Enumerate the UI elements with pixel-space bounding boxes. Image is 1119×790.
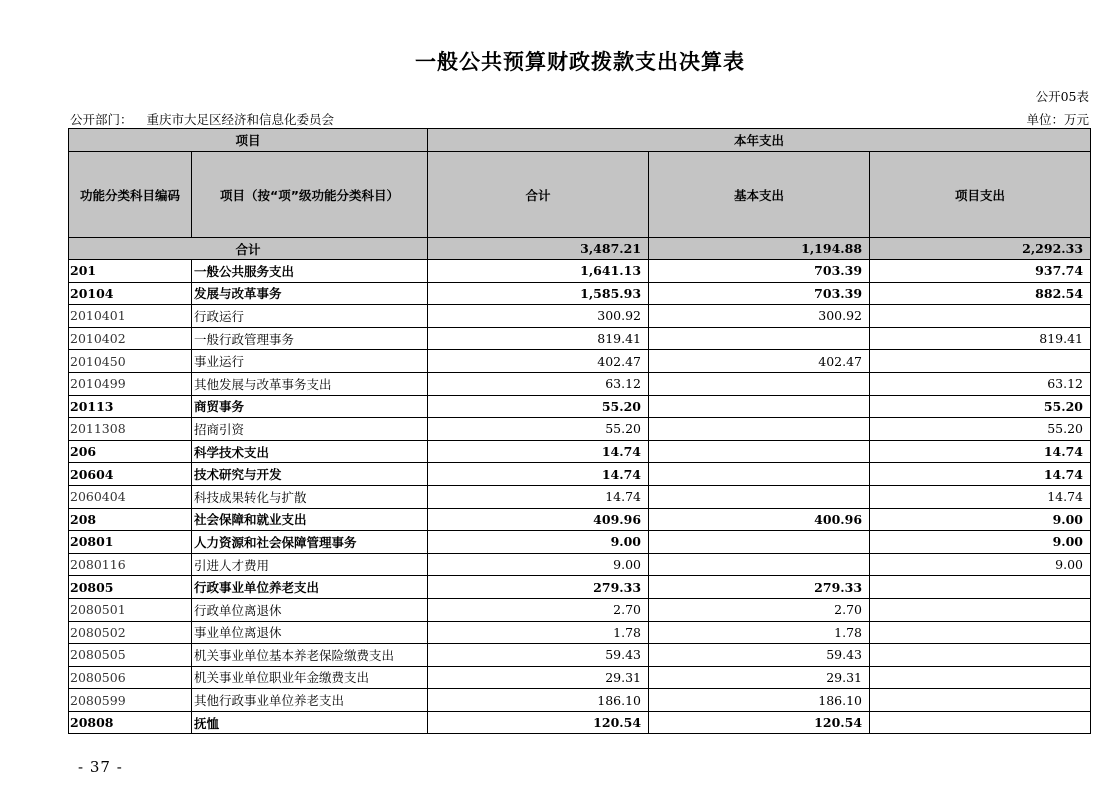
row-basic [649, 463, 870, 486]
row-project [870, 598, 1091, 621]
total-project: 2,292.33 [870, 238, 1091, 260]
row-code: 201 [69, 260, 192, 283]
row-name: 机关事业单位基本养老保险缴费支出 [192, 644, 428, 667]
row-basic [649, 327, 870, 350]
row-project [870, 350, 1091, 373]
row-basic: 29.31 [649, 666, 870, 689]
row-total: 402.47 [428, 350, 649, 373]
row-project: 9.00 [870, 508, 1091, 531]
row-name: 一般公共服务支出 [192, 260, 428, 283]
department-name: 重庆市大足区经济和信息化委员会 [146, 112, 335, 127]
table-row [69, 350, 1091, 373]
table-row [69, 711, 1091, 734]
row-total: 14.74 [428, 440, 649, 463]
row-name: 行政运行 [192, 305, 428, 328]
row-name: 其他发展与改革事务支出 [192, 372, 428, 395]
row-name: 事业运行 [192, 350, 428, 373]
row-name: 商贸事务 [192, 395, 428, 418]
total-sum: 3,487.21 [428, 238, 649, 260]
table-row [69, 440, 1091, 463]
row-total: 14.74 [428, 463, 649, 486]
table-row [69, 689, 1091, 712]
row-basic: 2.70 [649, 598, 870, 621]
table-row [69, 372, 1091, 395]
row-code: 2080501 [69, 598, 192, 621]
row-basic [649, 372, 870, 395]
row-name: 机关事业单位职业年金缴费支出 [192, 666, 428, 689]
row-total: 29.31 [428, 666, 649, 689]
table-row [69, 644, 1091, 667]
table-row [69, 598, 1091, 621]
row-total: 9.00 [428, 553, 649, 576]
row-name: 引进人才费用 [192, 553, 428, 576]
row-total: 1,641.13 [428, 260, 649, 283]
row-code: 20604 [69, 463, 192, 486]
row-name: 其他行政事业单位养老支出 [192, 689, 428, 712]
row-code: 2080116 [69, 553, 192, 576]
row-total: 409.96 [428, 508, 649, 531]
header-basic: 基本支出 [649, 152, 870, 238]
row-name: 行政事业单位养老支出 [192, 576, 428, 599]
total-label: 合计 [69, 238, 428, 260]
row-total: 9.00 [428, 531, 649, 554]
row-project: 14.74 [870, 440, 1091, 463]
row-project [870, 666, 1091, 689]
row-total: 1.78 [428, 621, 649, 644]
row-project [870, 644, 1091, 667]
row-project: 55.20 [870, 418, 1091, 441]
row-basic [649, 395, 870, 418]
table-row [69, 260, 1091, 283]
row-name: 事业单位离退休 [192, 621, 428, 644]
page-number: - 37 - [78, 758, 123, 776]
table-row [69, 621, 1091, 644]
row-code: 2080505 [69, 644, 192, 667]
row-total: 2.70 [428, 598, 649, 621]
table-row [69, 305, 1091, 328]
table-row [69, 553, 1091, 576]
row-total: 55.20 [428, 418, 649, 441]
expenditure-table [68, 128, 1091, 734]
row-code: 2080506 [69, 666, 192, 689]
row-name: 行政单位离退休 [192, 598, 428, 621]
row-basic: 402.47 [649, 350, 870, 373]
row-code: 20805 [69, 576, 192, 599]
row-basic [649, 418, 870, 441]
row-basic: 1.78 [649, 621, 870, 644]
row-name: 发展与改革事务 [192, 282, 428, 305]
row-basic [649, 485, 870, 508]
row-project [870, 621, 1091, 644]
row-name: 抚恤 [192, 711, 428, 734]
table-row [69, 395, 1091, 418]
row-project: 63.12 [870, 372, 1091, 395]
header-code: 功能分类科目编码 [69, 152, 192, 238]
department-label: 公开部门： [70, 112, 133, 127]
table-row [69, 282, 1091, 305]
report-title: 一般公共预算财政拨款支出决算表 [415, 49, 745, 74]
row-total: 14.74 [428, 485, 649, 508]
row-basic: 703.39 [649, 260, 870, 283]
row-total: 63.12 [428, 372, 649, 395]
header-current-year: 本年支出 [428, 129, 1091, 152]
row-project: 9.00 [870, 531, 1091, 554]
row-project [870, 711, 1091, 734]
row-name: 科学技术支出 [192, 440, 428, 463]
row-code: 20113 [69, 395, 192, 418]
row-project: 882.54 [870, 282, 1091, 305]
table-row [69, 576, 1091, 599]
total-basic: 1,194.88 [649, 238, 870, 260]
row-project [870, 576, 1091, 599]
row-code: 20104 [69, 282, 192, 305]
header-item: 项目 [69, 129, 428, 152]
row-project [870, 305, 1091, 328]
row-project: 819.41 [870, 327, 1091, 350]
row-name: 社会保障和就业支出 [192, 508, 428, 531]
row-code: 2011308 [69, 418, 192, 441]
row-basic: 59.43 [649, 644, 870, 667]
row-basic: 279.33 [649, 576, 870, 599]
row-name: 招商引资 [192, 418, 428, 441]
row-basic: 300.92 [649, 305, 870, 328]
row-basic: 703.39 [649, 282, 870, 305]
row-total: 300.92 [428, 305, 649, 328]
table-row [69, 666, 1091, 689]
row-total: 59.43 [428, 644, 649, 667]
row-name: 人力资源和社会保障管理事务 [192, 531, 428, 554]
row-project: 14.74 [870, 485, 1091, 508]
row-basic [649, 553, 870, 576]
row-basic [649, 531, 870, 554]
row-code: 2080599 [69, 689, 192, 712]
unit-label: 单位：万元 [1026, 112, 1089, 127]
table-row [69, 485, 1091, 508]
row-code: 206 [69, 440, 192, 463]
row-total: 120.54 [428, 711, 649, 734]
row-basic: 400.96 [649, 508, 870, 531]
row-total: 1,585.93 [428, 282, 649, 305]
row-code: 20801 [69, 531, 192, 554]
row-code: 2060404 [69, 485, 192, 508]
row-project: 55.20 [870, 395, 1091, 418]
header-name: 项目（按“项”级功能分类科目） [192, 152, 428, 238]
row-total: 279.33 [428, 576, 649, 599]
row-basic [649, 440, 870, 463]
row-project: 14.74 [870, 463, 1091, 486]
row-basic: 120.54 [649, 711, 870, 734]
table-row [69, 418, 1091, 441]
row-name: 技术研究与开发 [192, 463, 428, 486]
table-row [69, 531, 1091, 554]
header-total: 合计 [428, 152, 649, 238]
row-total: 186.10 [428, 689, 649, 712]
header-project: 项目支出 [870, 152, 1091, 238]
row-basic: 186.10 [649, 689, 870, 712]
table-body [69, 260, 1091, 734]
row-code: 2080502 [69, 621, 192, 644]
row-code: 208 [69, 508, 192, 531]
table-row [69, 508, 1091, 531]
row-project: 9.00 [870, 553, 1091, 576]
row-name: 一般行政管理事务 [192, 327, 428, 350]
department-line [70, 110, 334, 128]
row-project: 937.74 [870, 260, 1091, 283]
form-number: 公开05表 [1035, 89, 1089, 104]
row-code: 20808 [69, 711, 192, 734]
row-code: 2010401 [69, 305, 192, 328]
table-row [69, 463, 1091, 486]
row-name: 科技成果转化与扩散 [192, 485, 428, 508]
row-code: 2010450 [69, 350, 192, 373]
table-row [69, 327, 1091, 350]
row-code: 2010499 [69, 372, 192, 395]
row-total: 819.41 [428, 327, 649, 350]
row-total: 55.20 [428, 395, 649, 418]
row-code: 2010402 [69, 327, 192, 350]
row-project [870, 689, 1091, 712]
